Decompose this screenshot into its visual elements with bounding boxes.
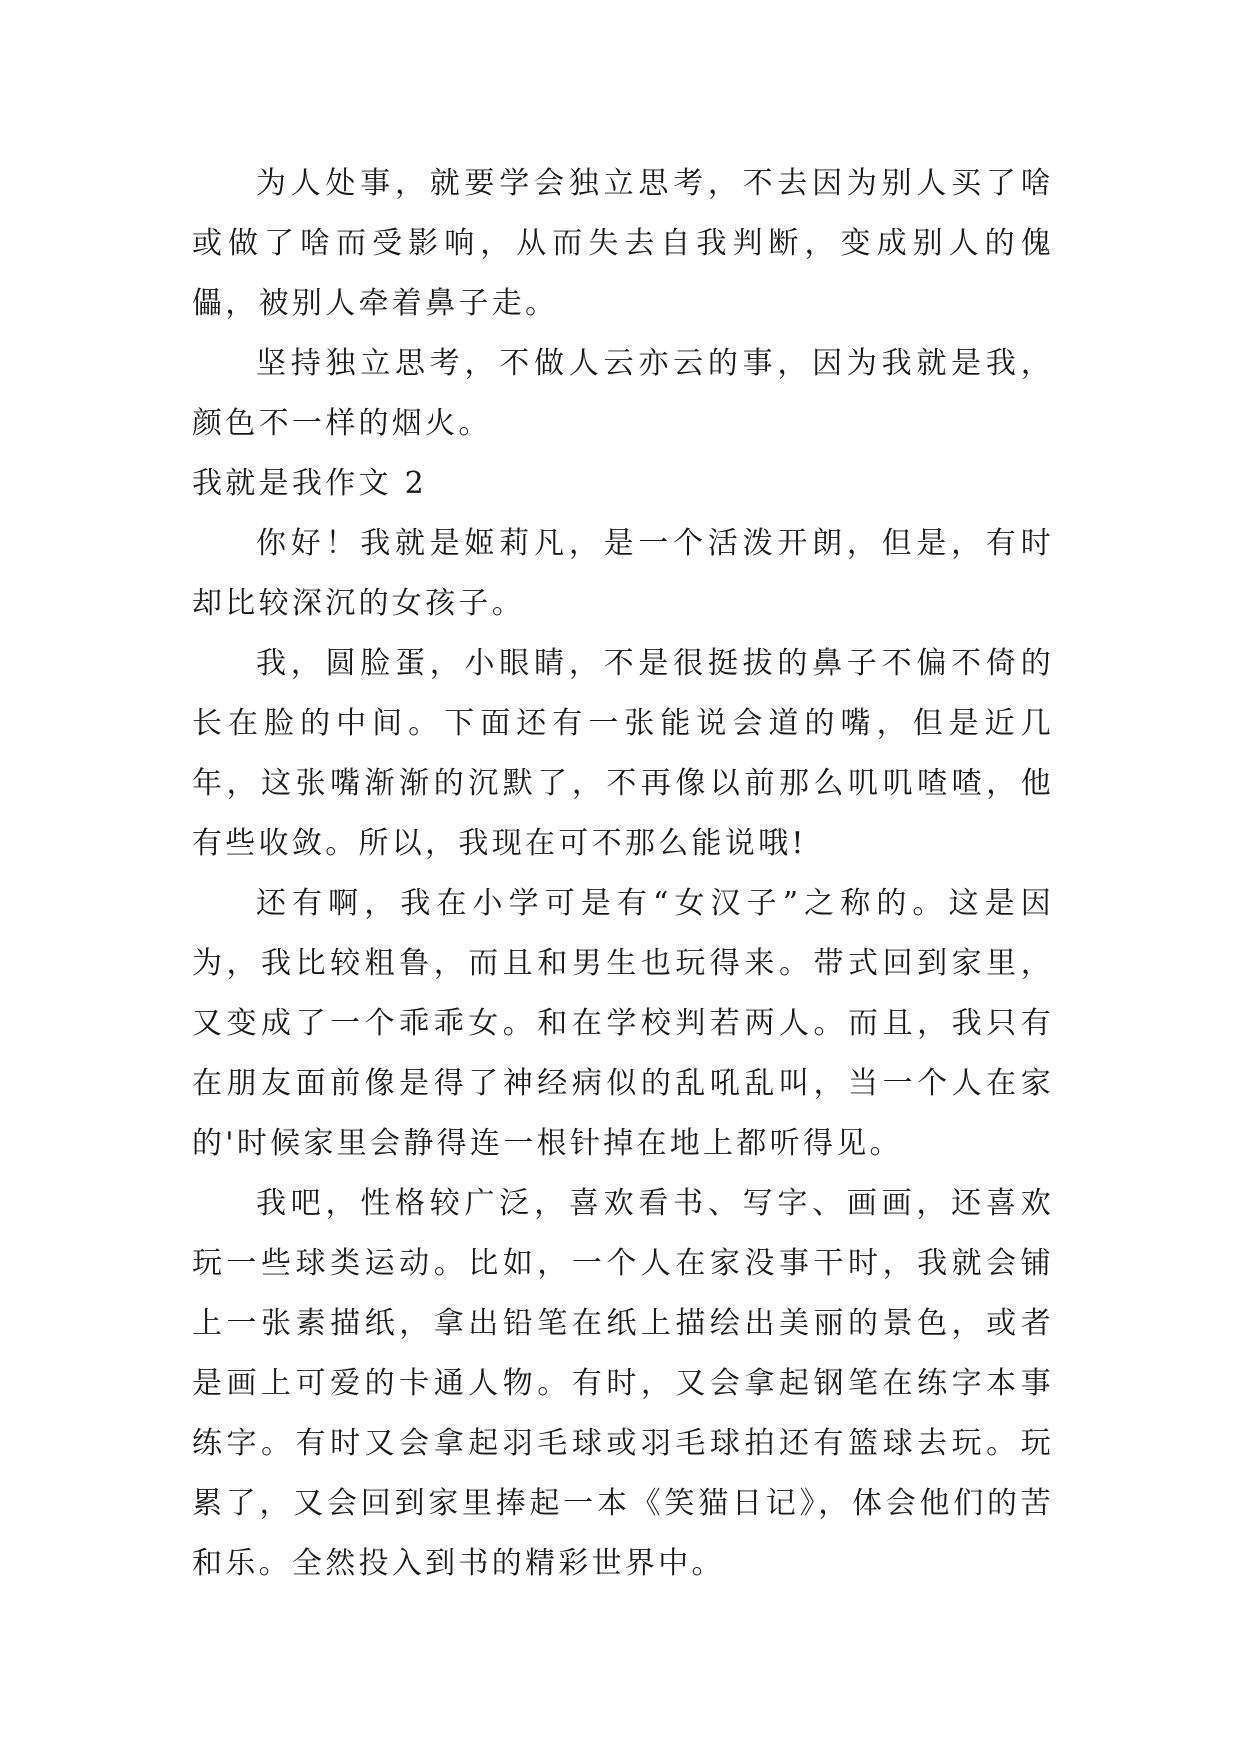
paragraph-4: 我，圆脸蛋，小眼睛，不是很挺拔的鼻子不偏不倚的长在脸的中间。下面还有一张能说会道的嘴，但是近几年，这张嘴渐渐的沉默了，不再像以前那么叽叽喳喳，他有些收敛。所以，我现在可不那么能说哦!	[192, 646, 1054, 861]
paragraph-2: 坚持独立思考，不做人云亦云的事，因为我就是我，颜色不一样的烟火。	[192, 346, 1054, 441]
paragraph-5: 还有啊，我在小学可是有“女汉子”之称的。这是因为，我比较粗鲁，而且和男生也玩得来。带式回到家里，又变成了一个乖乖女。和在学校判若两人。而且，我只有在朋友面前像是得了神经病似的乱吼乱叫，当一个人在家的'时候家里会静得连一根针掉在地上都听得见。	[192, 886, 1054, 1161]
section-heading: 我就是我作文 2	[192, 466, 428, 501]
paragraph-3: 你好！我就是姬莉凡，是一个活泼开朗，但是，有时却比较深沉的女孩子。	[192, 526, 1054, 621]
paragraph-6: 我吧，性格较广泛，喜欢看书、写字、画画，还喜欢玩一些球类运动。比如，一个人在家没事干时，我就会铺上一张素描纸，拿出铅笔在纸上描绘出美丽的景色，或者是画上可爱的卡通人物。有时，又会拿起钢笔在练字本事练字。有时又会拿起羽毛球或羽毛球拍还有篮球去玩。玩累了，又会回到家里捧起一本《笑猫日记》，体会他们的苦和乐。全然投入到书的精彩世界中。	[192, 1186, 1054, 1581]
paragraph-1: 为人处事，就要学会独立思考，不去因为别人买了啥或做了啥而受影响，从而失去自我判断，变成别人的傀儡，被别人牵着鼻子走。	[192, 166, 1054, 321]
document-body	[192, 154, 1054, 1594]
